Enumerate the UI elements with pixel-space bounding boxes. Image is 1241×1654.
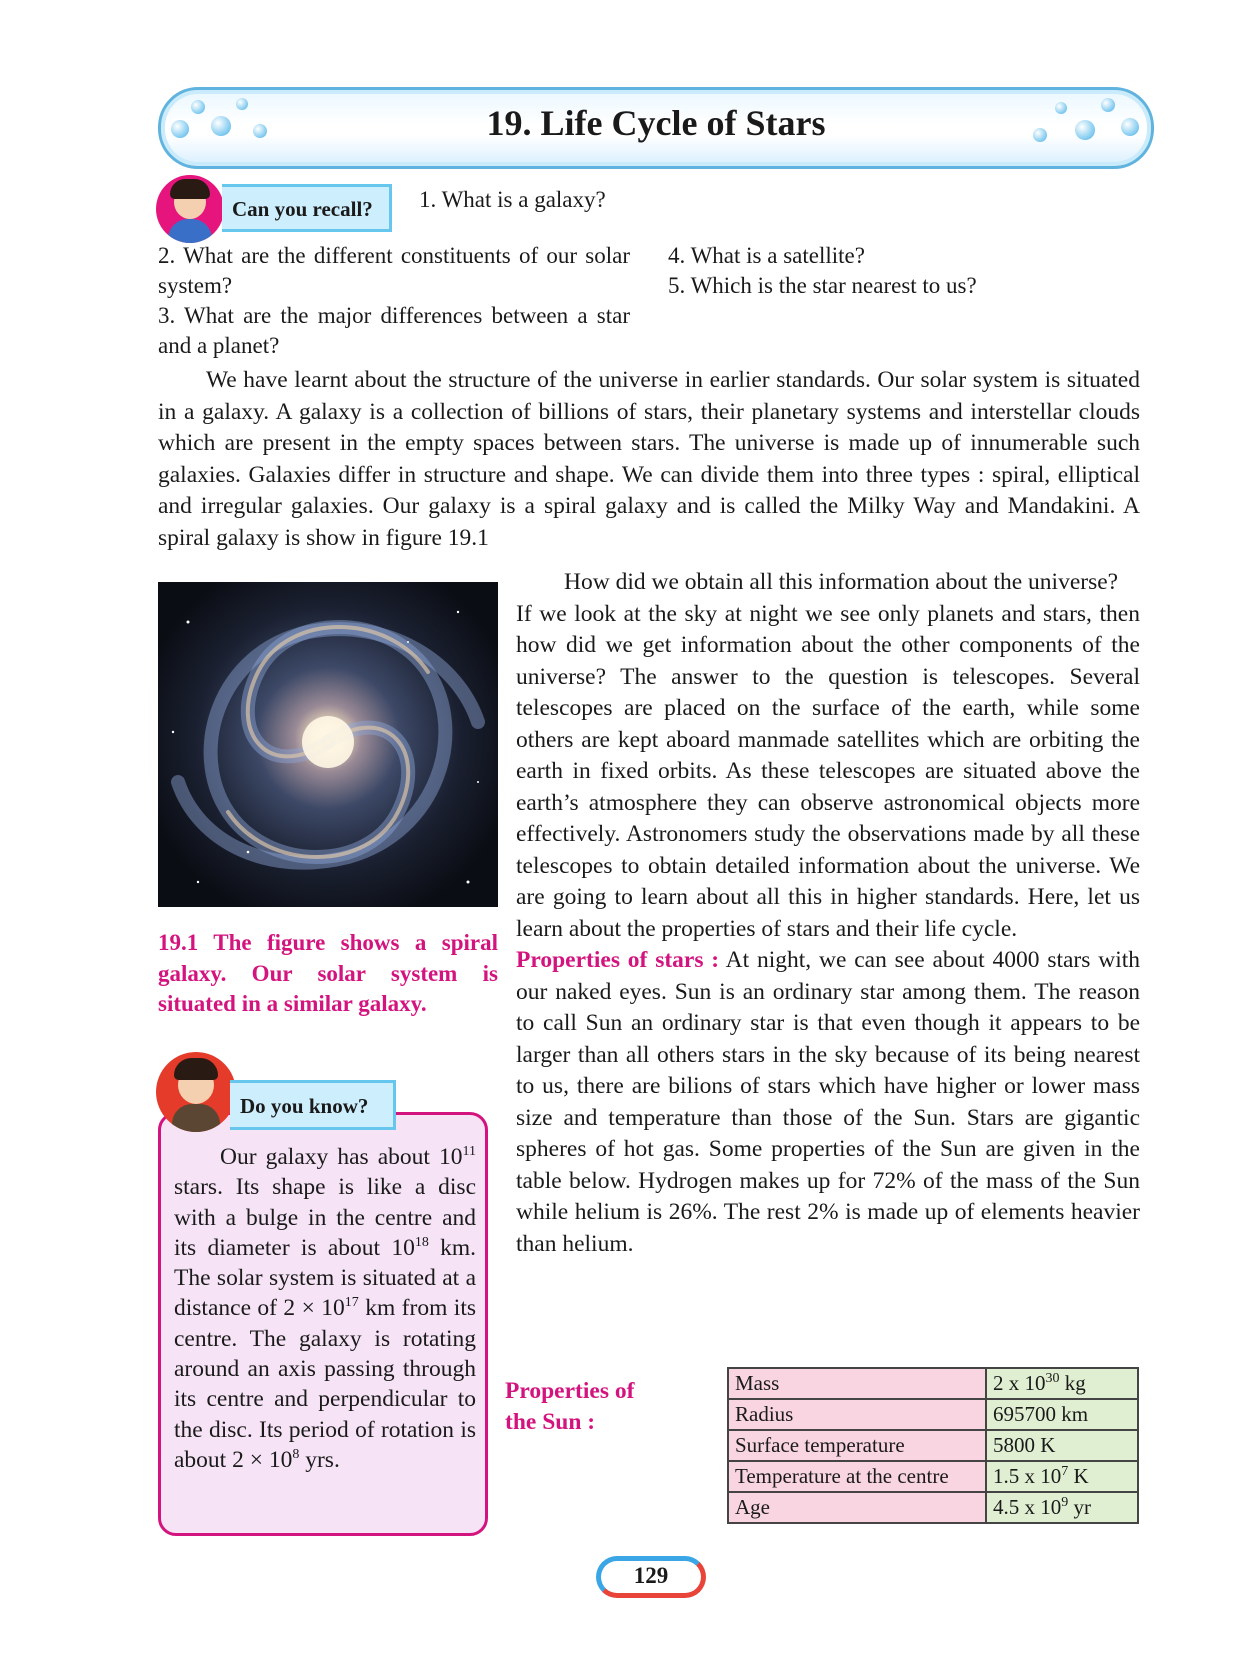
property-value: 2 x $10^{30}$ kg: [986, 1368, 1138, 1399]
spiral-galaxy-drawing: [158, 582, 498, 907]
recall-question-4: 4. What is a satellite?: [668, 243, 865, 268]
recall-question-1: 1. What is a galaxy?: [419, 187, 606, 212]
properties-of-stars-text: At night, we can see about 4000 stars with our naked eyes. Sun is an ordinary star among them. The reason to call Sun an ordinary star is that even though it appears to be larger than all others stars in the sky because of its being nearest to us, there are bilions of stars which have higher or lower mass size and temperature than those of the Sun. Stars are gigantic spheres of hot gas. Some properties of the Sun are given in the table below. Hydrogen makes up for 72% of the mass of the Sun while helium is 26%. The rest 2% is made up of elements heavier than helium.: [516, 947, 1140, 1257]
table-row: [728, 1430, 1138, 1461]
recall-question-5: 5. Which is the star nearest to us?: [668, 273, 977, 298]
property-name: Temperature at the centre: [728, 1461, 986, 1492]
property-name: Age: [728, 1492, 986, 1523]
property-value: 4.5 x $10^9$ yr: [986, 1492, 1138, 1523]
exponent: 11: [462, 1144, 476, 1160]
telescope-paragraph: If we look at the sky at night we see only planets and stars, then how did we get information about the other components of the universe? The answer to the question is telescopes. Several telescopes are placed on the surface of the earth, while some others are kept aboard manmade satellites which are orbiting the earth in fixed orbits. As these telescopes are situated above the earth’s atmosphere they can observe astronomical objects more effectively. Astronomers study the observations made by all these telescopes to obtain detailed information about the universe. We are going to learn about all this in higher standards. Here, let us learn about the properties of stars and their life cycle.: [516, 600, 1140, 942]
fact-text: km. The solar system is situated at a distance of 2 × 10: [174, 1234, 477, 1322]
exponent: 18: [414, 1235, 429, 1251]
table-row: [728, 1492, 1138, 1523]
properties-paragraph: [516, 945, 1140, 1260]
fact-text: km from its centre. The galaxy is rotating around an axis passing through its centre and perpendicular to the disc. Its period of rotation is about 2 × 10: [174, 1295, 476, 1473]
fact-text: Our galaxy has about 10: [220, 1144, 463, 1170]
exponent: 17: [344, 1295, 359, 1311]
property-name: Mass: [728, 1368, 986, 1399]
property-value: 5800 K: [986, 1430, 1138, 1461]
fact-text: stars. Its shape is like a disc with a bulge in the centre and its diameter is about 10: [174, 1174, 476, 1261]
do-you-know-label: Do you know?: [230, 1080, 396, 1130]
property-name: Radius: [728, 1399, 986, 1430]
sun-table-heading: Properties of the Sun :: [505, 1378, 635, 1435]
telescope-question: How did we obtain all this information about the universe?: [564, 569, 1119, 595]
properties-of-stars-heading: Properties of stars :: [516, 947, 720, 973]
do-you-know-text: [174, 1142, 476, 1475]
chapter-title: 19. Life Cycle of Stars: [486, 103, 826, 143]
recall-question-3: 3. What are the major differences between a star and a planet?: [158, 303, 630, 358]
property-value: 695700 km: [986, 1399, 1138, 1430]
table-row: [728, 1399, 1138, 1430]
property-name: Surface temperature: [728, 1430, 986, 1461]
figure-caption: 19.1 The figure shows a spiral galaxy. Our solar system is situated in a similar galaxy.: [158, 930, 498, 1016]
intro-paragraph: We have learnt about the structure of the universe in earlier standards. Our solar system is situated in a galaxy. A galaxy is a collection of billions of stars, their planetary systems and interstellar clouds which are present in the empty spaces between stars. The universe is made up of innumerable such galaxies. Galaxies differ in structure and shape. We can divide them into three types : spiral, elliptical and irregular galaxies. Our galaxy is a spiral galaxy and is called the Milky Way and Mandakini. A spiral galaxy is show in figure 19.1: [158, 367, 1140, 551]
right-column: [516, 567, 1140, 1260]
recall-question-2: 2. What are the different constituents of our solar system?: [158, 243, 630, 298]
can-you-recall-label: Can you recall?: [222, 184, 392, 232]
table-row: [728, 1368, 1138, 1399]
girl-thinking-avatar-icon: [156, 1052, 236, 1132]
girl-avatar-icon: [156, 175, 224, 243]
chapter-title-banner: [158, 87, 1154, 169]
exponent: 8: [292, 1447, 300, 1463]
intro-paragraph-block: [158, 365, 1140, 554]
page-number: 129: [633, 1563, 669, 1588]
spiral-galaxy-image: [158, 582, 498, 907]
table-row: [728, 1461, 1138, 1492]
fact-text: yrs.: [299, 1446, 340, 1473]
sun-properties-table: [727, 1367, 1139, 1524]
property-value: 1.5 x $10^7$ K: [986, 1461, 1138, 1492]
